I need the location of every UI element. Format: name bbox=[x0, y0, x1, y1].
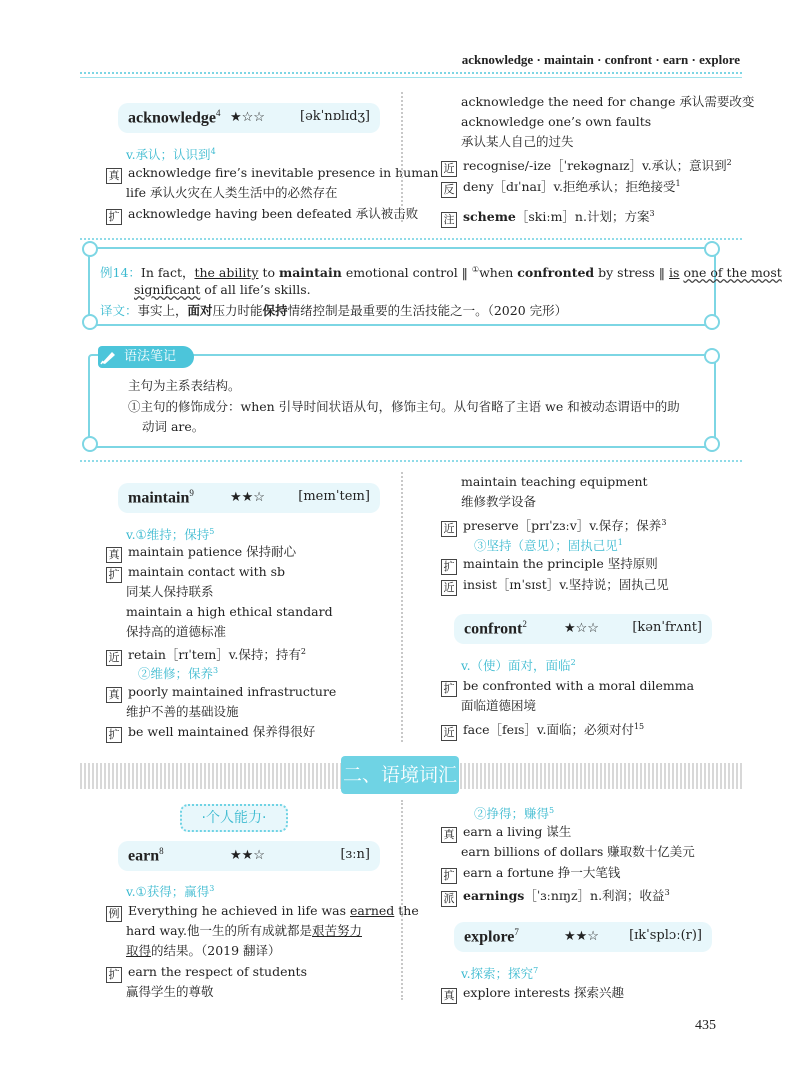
header-rule-2 bbox=[80, 77, 742, 78]
tag-jin: 近 bbox=[106, 650, 122, 666]
tag-jin: 近 bbox=[441, 521, 457, 537]
note-line: 动词 are。 bbox=[142, 419, 205, 434]
example-line: 面临道德困境 bbox=[461, 698, 537, 713]
section-dots bbox=[80, 238, 742, 240]
frequency-stars: ★★☆ bbox=[564, 929, 599, 944]
tag-li: 例 bbox=[106, 906, 122, 922]
sense-label: v.①获得；赢得$^3$ bbox=[126, 884, 215, 900]
example-line: 扩 earn a fortune 挣一大笔钱 bbox=[441, 864, 620, 884]
section-dots bbox=[80, 460, 742, 462]
tag-jin: 近 bbox=[441, 161, 457, 177]
example-sentence: significant of all life’s skills. bbox=[134, 282, 311, 297]
tag-kuo: 扩 bbox=[441, 868, 457, 884]
synonym-line: 近 retain［rɪˈteɪn］v.保持；持有$^2$ bbox=[106, 643, 306, 666]
frequency-stars: ★☆☆ bbox=[564, 621, 599, 636]
sense-label: v.①维持；保持$^5$ bbox=[126, 527, 215, 543]
tag-jin: 近 bbox=[441, 725, 457, 741]
example-line: 真 acknowledge fire’s inevitable presence in human bbox=[106, 164, 439, 184]
derivative-line: 派 earnings［ˈɜːnɪŋz］n.利润；收益$^3$ bbox=[441, 884, 670, 907]
example-line: acknowledge one’s own faults bbox=[461, 114, 652, 129]
tag-zhen: 真 bbox=[106, 687, 122, 703]
entry-maintain-headbox bbox=[118, 483, 380, 513]
example-line: hard way.他一生的所有成就都是艰苦努力 bbox=[126, 923, 362, 938]
example-line: acknowledge the need for change 承认需要改变 bbox=[461, 94, 755, 109]
note-line: 主句为主系表结构。 bbox=[128, 378, 241, 393]
sense-label: v.（使）面对，面临$^2$ bbox=[461, 658, 576, 674]
example-line: earn billions of dollars 赚取数十亿美元 bbox=[461, 844, 695, 859]
sense-label: ②挣得；赚得$^5$ bbox=[474, 806, 555, 822]
grammar-note-tag: 语法笔记 bbox=[98, 346, 194, 368]
headword: acknowledge$^4$ bbox=[128, 108, 221, 127]
translation: 译文：事实上，面对压力时能保持情绪控制是最重要的生活技能之一。（2020 完形） bbox=[100, 303, 568, 318]
synonym-line: 近 preserve［prɪˈzɜːv］v.保存；保养$^3$ bbox=[441, 514, 666, 537]
example-line: 扩 acknowledge having been defeated 承认被击败 bbox=[106, 205, 418, 225]
column-divider bbox=[401, 800, 403, 1000]
headword: earn$^8$ bbox=[128, 846, 164, 865]
tag-zhen: 真 bbox=[106, 547, 122, 563]
example-line: 同某人保持联系 bbox=[126, 584, 214, 599]
box-corner bbox=[704, 314, 720, 330]
example-line: 取得的结果。（2019 翻译） bbox=[126, 943, 281, 958]
phonetic: [əkˈnɒlɪdʒ] bbox=[300, 109, 370, 124]
sense-label: v.探索；探究$^7$ bbox=[461, 966, 539, 982]
box-corner bbox=[82, 436, 98, 452]
example-line: 扩 earn the respect of students bbox=[106, 963, 307, 983]
tag-kuo: 扩 bbox=[106, 567, 122, 583]
entry-acknowledge-headbox bbox=[118, 103, 380, 133]
headword: explore$^7$ bbox=[464, 927, 519, 946]
tag-kuo: 扩 bbox=[106, 967, 122, 983]
headword: confront$^2$ bbox=[464, 619, 527, 638]
headword: maintain$^9$ bbox=[128, 488, 194, 507]
sense-label: ③坚持（意见）；固执己见$^1$ bbox=[474, 538, 623, 554]
tag-zhen: 真 bbox=[106, 168, 122, 184]
example-line: 维护不善的基础设施 bbox=[126, 704, 239, 719]
frequency-stars: ★★☆ bbox=[230, 848, 265, 863]
page-number: 435 bbox=[695, 1018, 716, 1033]
example-line: 扩 be confronted with a moral dilemma bbox=[441, 677, 694, 697]
tag-zhu: 注 bbox=[441, 212, 457, 228]
synonym-line: 近 insist［ɪnˈsɪst］v.坚持说；固执己见 bbox=[441, 576, 669, 596]
section-title: 二、语境词汇 bbox=[341, 756, 459, 794]
example-line: 例 Everything he achieved in life was earned the bbox=[106, 902, 419, 922]
example-line: 承认某人自己的过失 bbox=[461, 134, 574, 149]
box-corner bbox=[704, 241, 720, 257]
sense-label: v.承认；认识到$^4$ bbox=[126, 147, 216, 163]
header-rule bbox=[80, 72, 742, 74]
frequency-stars: ★★☆ bbox=[230, 490, 265, 505]
example-line: maintain teaching equipment bbox=[461, 474, 648, 489]
tag-zhen: 真 bbox=[441, 827, 457, 843]
frequency-stars: ★☆☆ bbox=[230, 110, 265, 125]
example-line: 真 explore interests 探索兴趣 bbox=[441, 984, 624, 1004]
example-line: life 承认火灾在人类生活中的必然存在 bbox=[126, 185, 338, 200]
example-line: 扩 maintain the principle 坚持原则 bbox=[441, 555, 658, 575]
column-divider bbox=[401, 472, 403, 742]
example-line: 扩 be well maintained 保养得很好 bbox=[106, 723, 315, 743]
tag-kuo: 扩 bbox=[441, 559, 457, 575]
example-line: 真 earn a living 谋生 bbox=[441, 823, 571, 843]
box-corner bbox=[704, 436, 720, 452]
note-line: 注 scheme［skiːm］n.计划；方案$^3$ bbox=[441, 205, 655, 228]
entry-explore-headbox bbox=[454, 922, 712, 952]
example-line: 真 maintain patience 保持耐心 bbox=[106, 543, 296, 563]
synonym-line: 近 recognise/-ize［ˈrekəgnaɪz］v.承认；意识到$^2$ bbox=[441, 154, 732, 177]
example-line: 真 poorly maintained infrastructure bbox=[106, 683, 336, 703]
tag-kuo: 扩 bbox=[106, 209, 122, 225]
sense-label: ②维修；保养$^3$ bbox=[138, 666, 219, 682]
tag-kuo: 扩 bbox=[106, 727, 122, 743]
pen-icon bbox=[100, 349, 118, 365]
tag-fan: 反 bbox=[441, 182, 457, 198]
tag-jin: 近 bbox=[441, 580, 457, 596]
entry-confront-headbox bbox=[454, 614, 712, 644]
column-divider bbox=[401, 92, 403, 222]
antonym-line: 反 deny［dɪˈnaɪ］v.拒绝承认；拒绝接受$^1$ bbox=[441, 175, 681, 198]
example-line: 扩 maintain contact with sb bbox=[106, 563, 285, 583]
phonetic: [kənˈfrʌnt] bbox=[632, 620, 702, 635]
tag-pai: 派 bbox=[441, 891, 457, 907]
phonetic: [ɪkˈsplɔː(r)] bbox=[629, 928, 702, 943]
subsection-title: ·个人能力· bbox=[180, 804, 288, 832]
box-corner bbox=[82, 314, 98, 330]
entry-earn-headbox bbox=[118, 841, 380, 871]
example-line: 维修教学设备 bbox=[461, 494, 537, 509]
example-sentence: 例14：In fact，the ability to maintain emotional control ‖ ①when confronted by stress ‖ is one of the most bbox=[100, 265, 782, 281]
example-line: 赢得学生的尊敬 bbox=[126, 984, 214, 999]
box-corner bbox=[704, 348, 720, 364]
synonym-line: 近 face［feɪs］v.面临；必须对付$^{15}$ bbox=[441, 718, 644, 741]
example-line: 保持高的道德标准 bbox=[126, 624, 227, 639]
example-line: maintain a high ethical standard bbox=[126, 604, 333, 619]
tag-zhen: 真 bbox=[441, 988, 457, 1004]
box-corner bbox=[82, 241, 98, 257]
tag-kuo: 扩 bbox=[441, 681, 457, 697]
running-header: acknowledge · maintain · confront · earn · explore bbox=[461, 52, 740, 67]
phonetic: [ɜːn] bbox=[340, 847, 370, 862]
note-line: ①主句的修饰成分：when 引导时间状语从句，修饰主句。从句省略了主语 we 和被动态谓语中的助 bbox=[128, 399, 680, 414]
phonetic: [meɪnˈteɪn] bbox=[298, 489, 370, 504]
